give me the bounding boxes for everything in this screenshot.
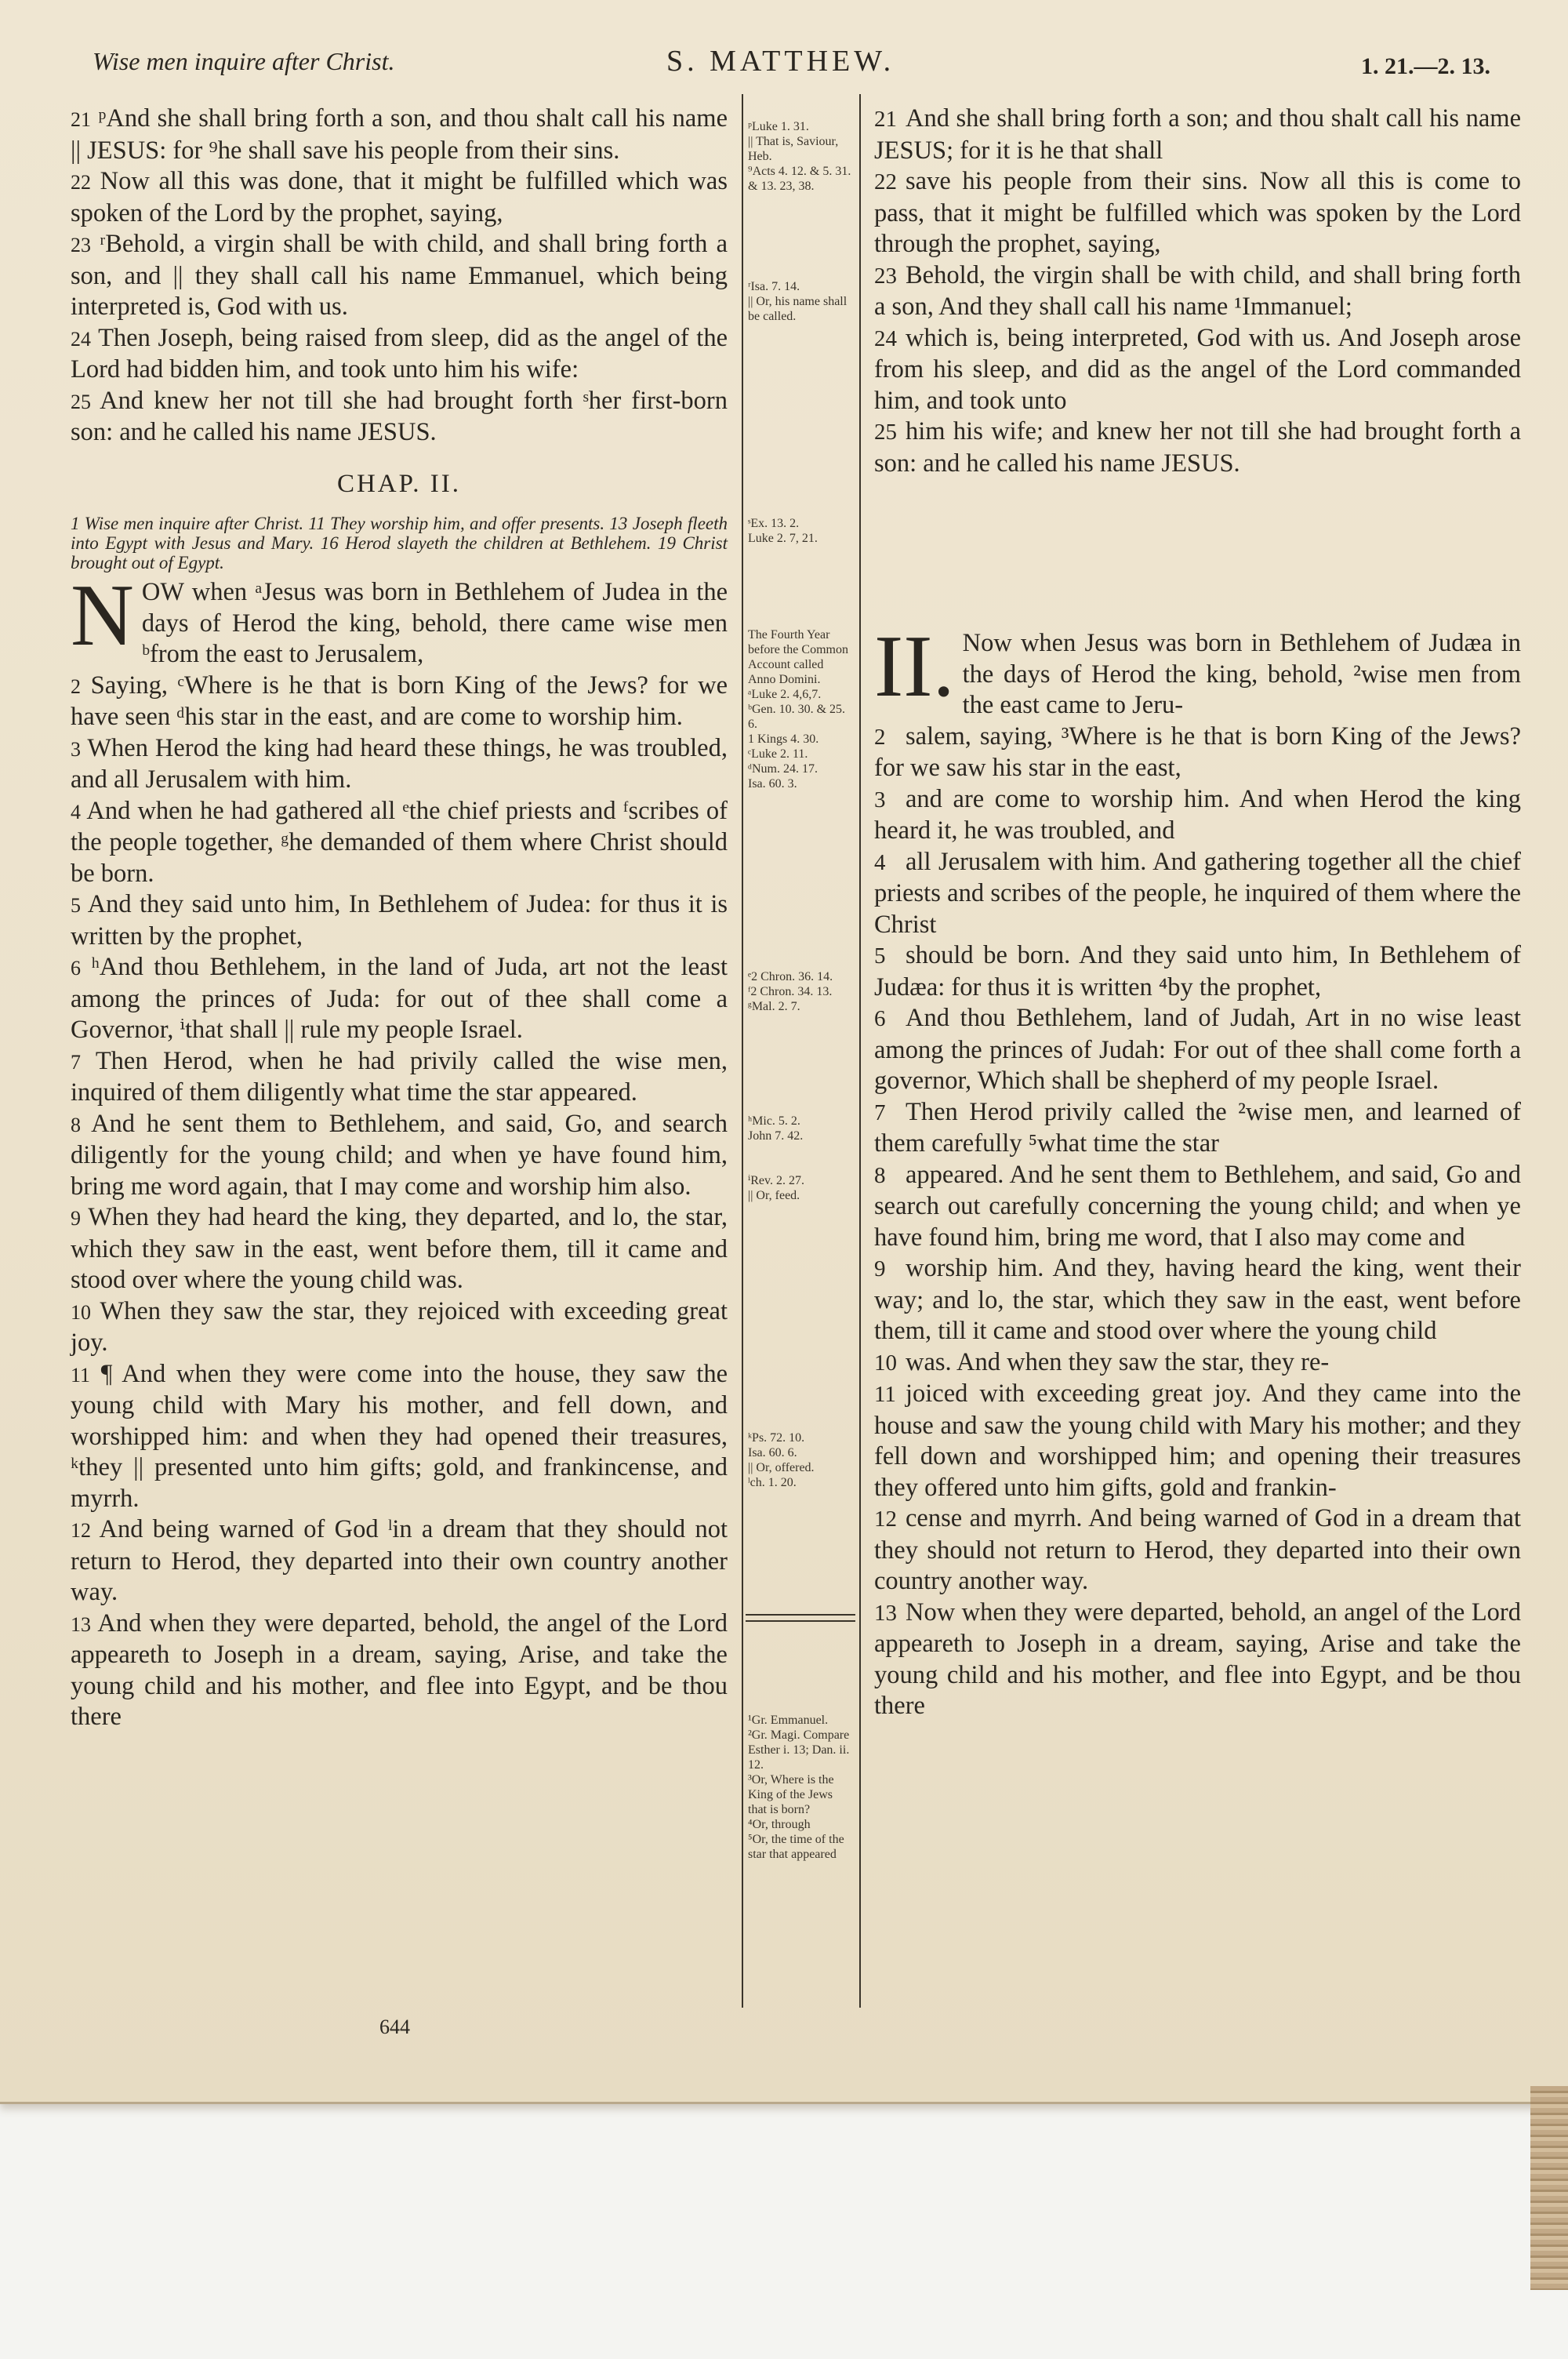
verse: 12 cense and myrrh. And being warned of God in a dream that they should not return to Herod, they departed into their own country another way. (874, 1504, 1521, 1595)
verse: 11 joiced with exceeding great joy. And they came into the house and saw the young child with Mary his mother; and they fell down and worshipped him; and opening their treasures they offered unto him gifts, gold and frankin- (874, 1379, 1521, 1502)
verse: 6 ʰAnd thou Bethlehem, in the land of Juda, art not the least among the princes of Juda: for out of thee shall come a Governor, ⁱthat shall || rule my people Israel. (71, 953, 728, 1044)
chapter-heading: CHAP. II. (336, 469, 462, 498)
verse: 25 him his wife; and knew her not till she had brought forth a son: and he called his name JESUS. (874, 417, 1521, 478)
rv-column (874, 104, 1521, 1722)
verse: 5 And they said unto him, In Bethlehem of Judea: for thus it is written by the prophet, (71, 890, 728, 951)
verse: 24 which is, being interpreted, God with us. And Joseph arose from his sleep, and did as the angel of the Lord commanded him, and took unto (874, 323, 1521, 415)
margin-rule-lower (746, 1620, 855, 1622)
verse: 5 should be born. And they said unto him, In Bethlehem of Judæa: for thus it is written ⁴by the prophet, (874, 941, 1521, 1001)
verse: 24 Then Joseph, being raised from sleep, did as the angel of the Lord had bidden him, and took unto him his wife: (71, 323, 728, 383)
running-head-reference: 1. 21.—2. 13. (1361, 53, 1490, 79)
drop-cap: II. (874, 618, 955, 715)
verse: 9 When they had heard the king, they departed, and lo, the star, which they saw in the east, went before them, till it came and stood over where the young child was. (71, 1203, 728, 1294)
verse: 8 appeared. And he sent them to Bethlehem, and said, Go and search out carefully concerning the young child; and when ye have found him, bring me word, that I also may come and (874, 1160, 1521, 1252)
verse: 25 And knew her not till she had brought forth ˢher first-born son: and he called his name JESUS. (71, 386, 728, 446)
deckled-page-edge (1530, 2086, 1568, 2290)
verse: 4 And when he had gathered all ᵉthe chief priests and ᶠscribes of the people together, ᵍhe demanded of them where Christ should be born. (71, 796, 728, 888)
verse: 22 save his people from their sins. Now all this is come to pass, that it might be fulfilled which was spoken by the Lord through the prophet, saying, (874, 167, 1521, 258)
verse: 13 Now when they were departed, behold, an angel of the Lord appeareth to Joseph in a dream, saying, Arise and take the young child and his mother, and flee into Egypt, and be thou there (874, 1598, 1521, 1720)
verse-first: II. Now when Jesus was born in Bethlehem of Judæa in the days of Herod the king, behold, ²wise men from the east came to Jeru- (874, 618, 1521, 719)
margin-refs: ᵏPs. 72. 10. Isa. 60. 6. || Or, offered. ˡch. 1. 20. (748, 1431, 815, 1489)
margin-refs: ʳIsa. 7. 14. || Or, his name shall be called. (748, 280, 848, 323)
margin-refs: ᵉ2 Chron. 36. 14. ᶠ2 Chron. 34. 13. ᵍMal. 2. 7. (748, 970, 833, 1013)
verse: 23 Behold, the virgin shall be with child, and shall bring forth a son, And they shall call his name ¹Immanuel; (874, 260, 1521, 321)
margin-refs: ᵖLuke 1. 31. || That is, Saviour, Heb. ⁹Acts 4. 12. & 5. 31. & 13. 23, 38. (748, 120, 851, 193)
drop-cap: N (71, 567, 134, 664)
verse: 6 And thou Bethlehem, land of Judah, Art in no wise least among the princes of Judah: For out of thee shall come forth a governor, Which shall be shepherd of my people Israel. (874, 1004, 1521, 1095)
verse: 3 When Herod the king had heard these things, he was troubled, and all Jerusalem with him. (71, 733, 728, 794)
margin-refs: The Fourth Year before the Common Account called Anno Domini. ᵃLuke 2. 4,6,7. ᵇGen. 10. 30. & 25. 6. 1 Kings 4. 30. ᶜLuke 2. 11. ᵈNum. 24. 17. Isa. 60. 3. (748, 628, 848, 791)
margin-refs: ˢEx. 13. 2. Luke 2. 7, 21. (748, 517, 818, 545)
column-rule-right (859, 94, 861, 2008)
verse: 21 ᵖAnd she shall bring forth a son, and thou shalt call his name || JESUS: for ⁹he shall save his people from their sins. (71, 104, 728, 165)
verse: 8 And he sent them to Bethlehem, and said, Go, and search diligently for the young child; and when ye have found him, bring me word again, that I may come and worship him also. (71, 1109, 728, 1201)
verse-first: NOW when ᵃJesus was born in Bethlehem of Judea in the days of Herod the king, behold, there came wise men ᵇfrom the east to Jerusalem, (71, 567, 728, 668)
verse: 22 Now all this was done, that it might be fulfilled which was spoken of the Lord by the prophet, saying, (71, 167, 728, 227)
margin-refs: ʰMic. 5. 2. John 7. 42. (748, 1114, 804, 1143)
verse: 10 When they saw the star, they rejoiced with exceeding great joy. (71, 1296, 728, 1357)
verse: 2 Saying, ᶜWhere is he that is born King of the Jews? for we have seen ᵈhis star in the east, and are come to worship him. (71, 671, 728, 731)
running-head-title: S. MATTHEW. (666, 45, 895, 78)
column-rule-left (742, 94, 743, 2008)
verse: 4 all Jerusalem with him. And gathering together all the chief priests and scribes of the people, he inquired of them where the Christ (874, 847, 1521, 939)
verse: 23 ʳBehold, a virgin shall be with child, and shall bring forth a son, and || they shall call his name Emmanuel, which being interpreted is, God with us. (71, 230, 728, 321)
page-number: 644 (379, 2016, 410, 2038)
verse: 13 And when they were departed, behold, the angel of the Lord appeareth to Joseph in a dream, saying, Arise, and take the young child and his mother, and flee into Egypt, and be thou there (71, 1608, 728, 1731)
verse: 21 And she shall bring forth a son; and thou shalt call his name JESUS; for it is he that shall (874, 104, 1521, 165)
verse: 3 and are come to worship him. And when Herod the king heard it, he was troubled, and (874, 784, 1521, 845)
verse: 12 And being warned of God ˡin a dream that they should not return to Herod, they departed into their own country another way. (71, 1515, 728, 1606)
verse: 10 was. And when they saw the star, they re- (874, 1347, 1330, 1376)
kjv-column (71, 104, 728, 1733)
verse: 7 Then Herod, when he had privily called the wise men, inquired of them diligently what time the star appeared. (71, 1046, 728, 1107)
margin-refs: ¹Gr. Emmanuel. ²Gr. Magi. Compare Esther i. 13; Dan. ii. 12. ³Or, Where is the King of the Jews that is born? ⁴Or, through ⁵Or, the time of the star that appeared (748, 1714, 850, 1861)
running-head-left: Wise men inquire after Christ. (93, 47, 395, 75)
verse: 9 worship him. And they, having heard the king, went their way; and lo, the star, which they saw in the east, went before them, till it came and stood over where the young child (874, 1254, 1521, 1345)
verse: 11 ¶ And when they were come into the house, they saw the young child with Mary his mother, and fell down, and worshipped him: and when they had opened their treasures, ᵏthey || presented unto him gifts; gold, and frankincense, and myrrh. (71, 1359, 728, 1513)
chapter-summary: 1 Wise men inquire after Christ. 11 They worship him, and offer presents. 13 Joseph fleeth into Egypt with Jesus and Mary. 16 Herod slayeth the children at Bethlehem. 19 Christ brought out of Egypt. (71, 514, 728, 572)
verse: 7 Then Herod privily called the ²wise men, and learned of them carefully ⁵what time the star (874, 1097, 1521, 1158)
verse: 2 salem, saying, ³Where is he that is born King of the Jews? for we saw his star in the east, (874, 722, 1521, 782)
chapter-gap (874, 479, 1521, 628)
margin-rule-upper (746, 1614, 855, 1616)
margin-refs: ⁱRev. 2. 27. || Or, feed. (748, 1174, 804, 1202)
